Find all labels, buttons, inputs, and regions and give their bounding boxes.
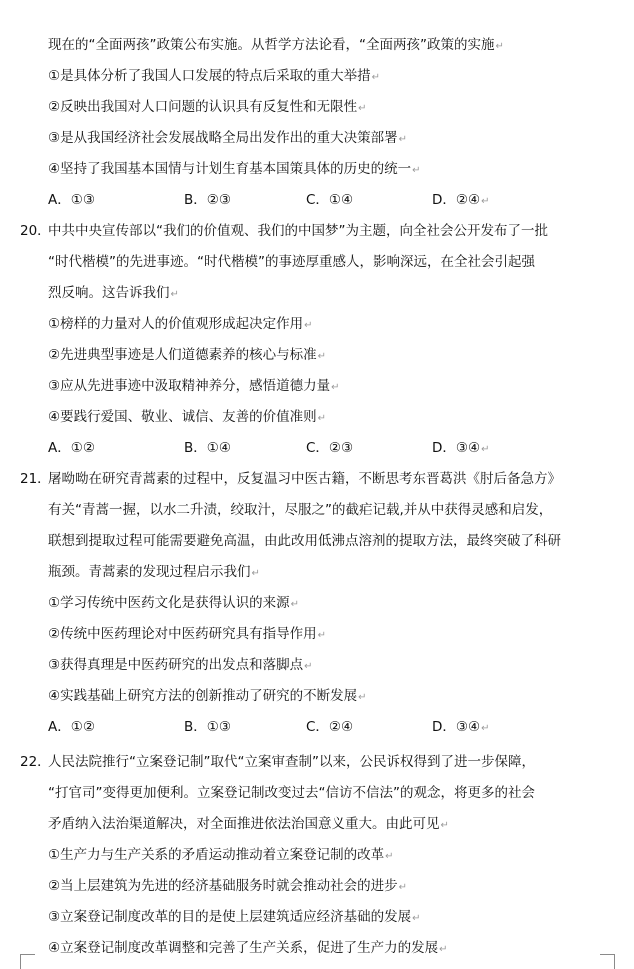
q19-option-c: C．①④	[306, 192, 354, 208]
q19-statement-3: ③是从我国经济社会发展战略全局出发作出的重大决策部署↵	[48, 130, 407, 146]
q21-options	[48, 718, 608, 736]
q22-stem-line-2: “打官司”变得更加便利。立案登记制改变过去“信访不信法”的观念，将更多的社会	[48, 785, 535, 801]
paragraph-mark: ↵	[412, 913, 421, 924]
q21-statement-2: ②传统中医药理论对中医药研究具有指导作用↵	[48, 626, 326, 642]
q20-statement-3: ③应从先进事迹中汲取精神养分，感悟道德力量↵	[48, 378, 340, 394]
q21-stem-line-1: 屠呦呦在研究青蒿素的过程中，反复温习中医古籍，不断思考东晋葛洪《肘后备急方》	[48, 471, 561, 487]
q21-stem-line-3: 联想到提取过程可能需要避免高温，由此改用低沸点溶剂的提取方法，最终突破了科研	[48, 533, 561, 549]
paragraph-mark: ↵	[481, 196, 490, 207]
q22-statement-2: ②当上层建筑为先进的经济基础服务时就会推动社会的进步↵	[48, 878, 407, 894]
q19-option-b: B．②③	[184, 192, 231, 208]
paragraph-mark: ↵	[358, 692, 367, 703]
q19-stem-line: 现在的“全面两孩”政策公布实施。从哲学方法论看，“全面两孩”政策的实施↵	[48, 37, 504, 53]
q22-statement-1: ①生产力与生产关系的矛盾运动推动着立案登记制的改革↵	[48, 847, 394, 863]
paragraph-mark: ↵	[317, 630, 326, 641]
q21-statement-4: ④实践基础上研究方法的创新推动了研究的不断发展↵	[48, 688, 367, 704]
q21-option-d: D．③④↵	[432, 719, 490, 735]
q21-option-a: A．①②	[48, 719, 95, 735]
q22-number: 22．	[20, 754, 51, 770]
paragraph-mark: ↵	[304, 320, 313, 331]
q21-number: 21．	[20, 471, 51, 487]
q20-statement-4: ④要践行爱国、敬业、诚信、友善的价值准则↵	[48, 409, 326, 425]
q20-stem-line-1: 中共中央宣传部以“我们的价值观、我们的中国梦”为主题，向全社会公开发布了一批	[48, 223, 548, 239]
q21-statement-3: ③获得真理是中医药研究的出发点和落脚点↵	[48, 657, 313, 673]
paragraph-mark: ↵	[412, 165, 421, 176]
paragraph-mark: ↵	[385, 851, 394, 862]
paragraph-mark: ↵	[331, 382, 340, 393]
q20-option-d: D．③④↵	[432, 440, 490, 456]
q20-stem-line-2: “时代楷模”的先进事迹。“时代楷模”的事迹厚重感人，影响深远，在全社会引起强	[48, 254, 535, 270]
q20-option-b: B．①④	[184, 440, 231, 456]
paragraph-mark: ↵	[398, 882, 407, 893]
paragraph-mark: ↵	[398, 134, 407, 145]
paragraph-mark: ↵	[371, 72, 380, 83]
paragraph-mark: ↵	[317, 351, 326, 362]
paragraph-mark: ↵	[251, 568, 260, 579]
paragraph-mark: ↵	[290, 599, 299, 610]
q22-stem-line-1: 人民法院推行“立案登记制”取代“立案审查制”以来，公民诉权得到了进一步保障，	[48, 754, 535, 770]
paragraph-mark: ↵	[481, 723, 490, 734]
paragraph-mark: ↵	[317, 413, 326, 424]
q19-statement-2: ②反映出我国对人口问题的认识具有反复性和无限性↵	[48, 99, 367, 115]
q19-statement-4: ④坚持了我国基本国情与计划生育基本国策具体的历史的统一↵	[48, 161, 421, 177]
q19-statement-1: ①是具体分析了我国人口发展的特点后采取的重大举措↵	[48, 68, 380, 84]
q20-option-a: A．①②	[48, 440, 95, 456]
paragraph-mark: ↵	[170, 289, 179, 300]
q22-statement-4: ④立案登记制度改革调整和完善了生产关系，促进了生产力的发展↵	[48, 940, 448, 956]
q19-option-d: D．②④↵	[432, 192, 490, 208]
q22-statement-3: ③立案登记制度改革的目的是使上层建筑适应经济基础的发展↵	[48, 909, 421, 925]
paragraph-mark: ↵	[439, 944, 448, 955]
q20-number: 20．	[20, 223, 51, 239]
q22-stem-line-3: 矛盾纳入法治渠道解决，对全面推进依法治国意义重大。由此可见↵	[48, 816, 449, 832]
q20-option-c: C．②③	[306, 440, 354, 456]
q21-stem-line-4: 瓶颈。青蒿素的发现过程启示我们↵	[48, 564, 260, 580]
q21-stem-line-2: 有关“青蒿一握，以水二升渍，绞取汁，尽服之”的截疟记载,并从中获得灵感和启发，	[48, 502, 553, 518]
q20-statement-1: ①榜样的力量对人的价值观形成起决定作用↵	[48, 316, 313, 332]
paragraph-mark: ↵	[440, 820, 449, 831]
paragraph-mark: ↵	[495, 41, 504, 52]
q20-statement-2: ②先进典型事迹是人们道德素养的核心与标准↵	[48, 347, 326, 363]
q19-option-a: A．①③	[48, 192, 95, 208]
q21-option-b: B．①③	[184, 719, 231, 735]
page-corner-mark-right	[600, 954, 615, 969]
q19-options	[48, 191, 608, 209]
paragraph-mark: ↵	[358, 103, 367, 114]
page-corner-mark-left	[20, 954, 35, 969]
q21-option-c: C．②④	[306, 719, 354, 735]
q20-options	[48, 439, 608, 457]
q20-stem-line-3: 烈反响。这告诉我们↵	[48, 285, 179, 301]
paragraph-mark: ↵	[481, 444, 490, 455]
paragraph-mark: ↵	[304, 661, 313, 672]
q21-statement-1: ①学习传统中医药文化是获得认识的来源↵	[48, 595, 299, 611]
